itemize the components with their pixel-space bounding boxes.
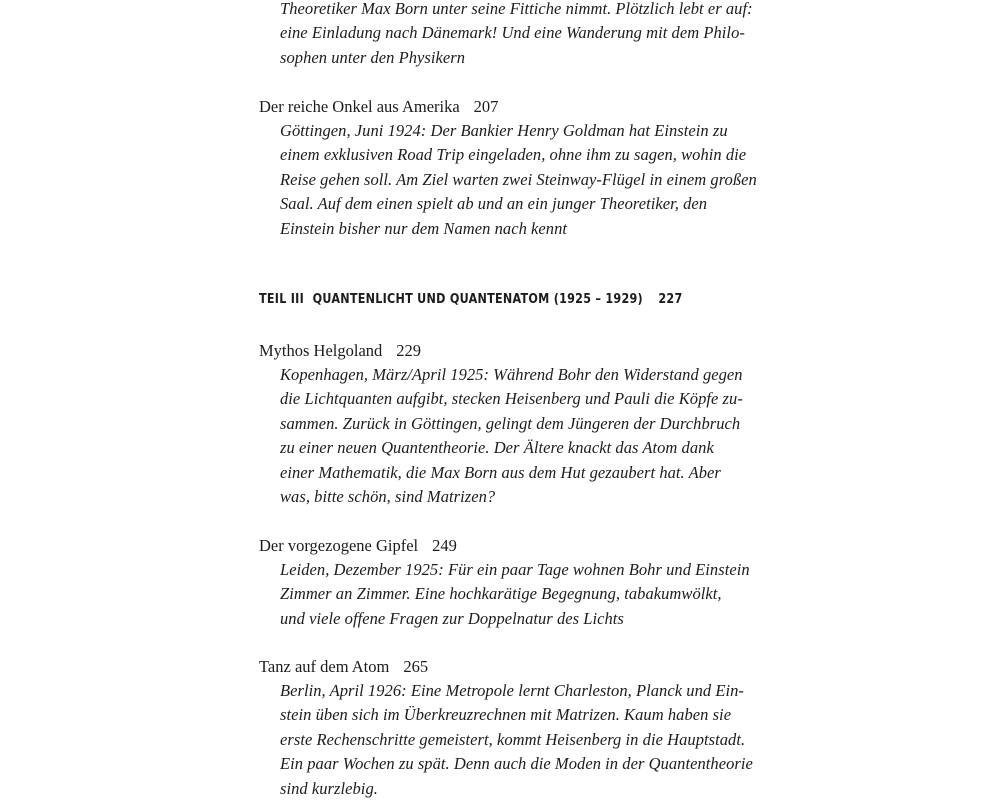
chapter-page-number: 249 (432, 536, 457, 555)
chapter-entry-tanz[interactable] (259, 655, 428, 679)
description-line: Leiden, Dezember 1925: Für ein paar Tage wohnen Bohr und Einstein (280, 560, 750, 579)
description-line: erste Rechenschritte gemeistert, kommt Heisenberg in die Hauptstadt. (280, 729, 746, 749)
chapter-title[interactable]: Der vorgezogene Gipfel (259, 536, 419, 555)
part-page-number: 227 (658, 292, 683, 307)
chapter-entry-gipfel[interactable] (259, 534, 457, 558)
description-line: stein üben sich im Überkreuzrechnen mit Matrizen. Kaum haben sie (280, 705, 732, 725)
description-line: eine Einladung nach Dänemark! Und eine Wanderung mit dem Philo- (280, 23, 745, 43)
description-line: zu einer neuen Quantentheorie. Der Ältere knackt das Atom dank (280, 438, 714, 458)
description-line: Göttingen, Juni 1924: Der Bankier Henry Goldman hat Einstein zu (280, 121, 728, 140)
description-line: Ein paar Wochen zu spät. Denn auch die Moden in der Quantentheorie (280, 754, 753, 774)
description-line: Saal. Auf dem einen spielt ab und an ein junger Theoretiker, den (280, 194, 708, 214)
description-line: Reise gehen soll. Am Ziel warten zwei Steinway-Flügel in einem großen (280, 169, 757, 189)
description-line: sophen unter den Physikern (280, 47, 466, 67)
chapter-description-continued (280, 0, 753, 70)
chapter-description (280, 119, 757, 241)
chapter-entry-onkel[interactable] (259, 95, 498, 119)
description-line: sammen. Zurück in Göttingen, gelingt dem Jüngeren der Durchbruch (280, 413, 741, 433)
description-line: einem exklusiven Road Trip eingeladen, ohne ihm zu sagen, wohin die (280, 145, 747, 165)
chapter-page-number: 207 (473, 97, 499, 116)
chapter-description (280, 558, 750, 631)
chapter-description (280, 679, 753, 801)
chapter-title[interactable]: Der reiche Onkel aus Amerika (259, 97, 460, 116)
chapter-entry-helgoland[interactable] (259, 339, 421, 363)
description-line: Einstein bisher nur dem Namen nach kennt (280, 218, 568, 238)
part-label: TEIL III (259, 292, 304, 307)
description-line: einer Mathematik, die Max Born aus dem Hut gezaubert hat. Aber (280, 462, 721, 482)
description-line: und viele offene Fragen zur Doppelnatur des Lichts (280, 608, 624, 628)
description-line: was, bitte schön, sind Matrizen? (280, 487, 496, 507)
description-line: sind kurzlebig. (280, 778, 378, 798)
description-line: Berlin, April 1926: Eine Metropole lernt Charleston, Planck und Ein- (280, 681, 744, 700)
description-line: Theoretiker Max Born unter seine Fittiche nimmt. Plötzlich lebt er auf: (280, 0, 753, 18)
chapter-title[interactable]: Tanz auf dem Atom (259, 657, 390, 676)
chapter-title[interactable]: Mythos Helgoland (259, 341, 383, 360)
part-heading[interactable] (259, 289, 682, 311)
chapter-page-number: 265 (403, 657, 429, 676)
description-line: Kopenhagen, März/April 1925: Während Bohr den Widerstand gegen (280, 365, 743, 384)
chapter-page-number: 229 (396, 341, 422, 360)
chapter-description (280, 363, 750, 509)
description-line: Zimmer an Zimmer. Eine hochkarätige Begegnung, tabakumwölkt, (280, 584, 722, 604)
description-line: die Lichtquanten aufgibt, stecken Heisenberg und Pauli die Köpfe zu- (280, 389, 743, 409)
part-title[interactable]: QUANTENLICHT UND QUANTENATOM (1925 – 1929) (312, 292, 643, 307)
